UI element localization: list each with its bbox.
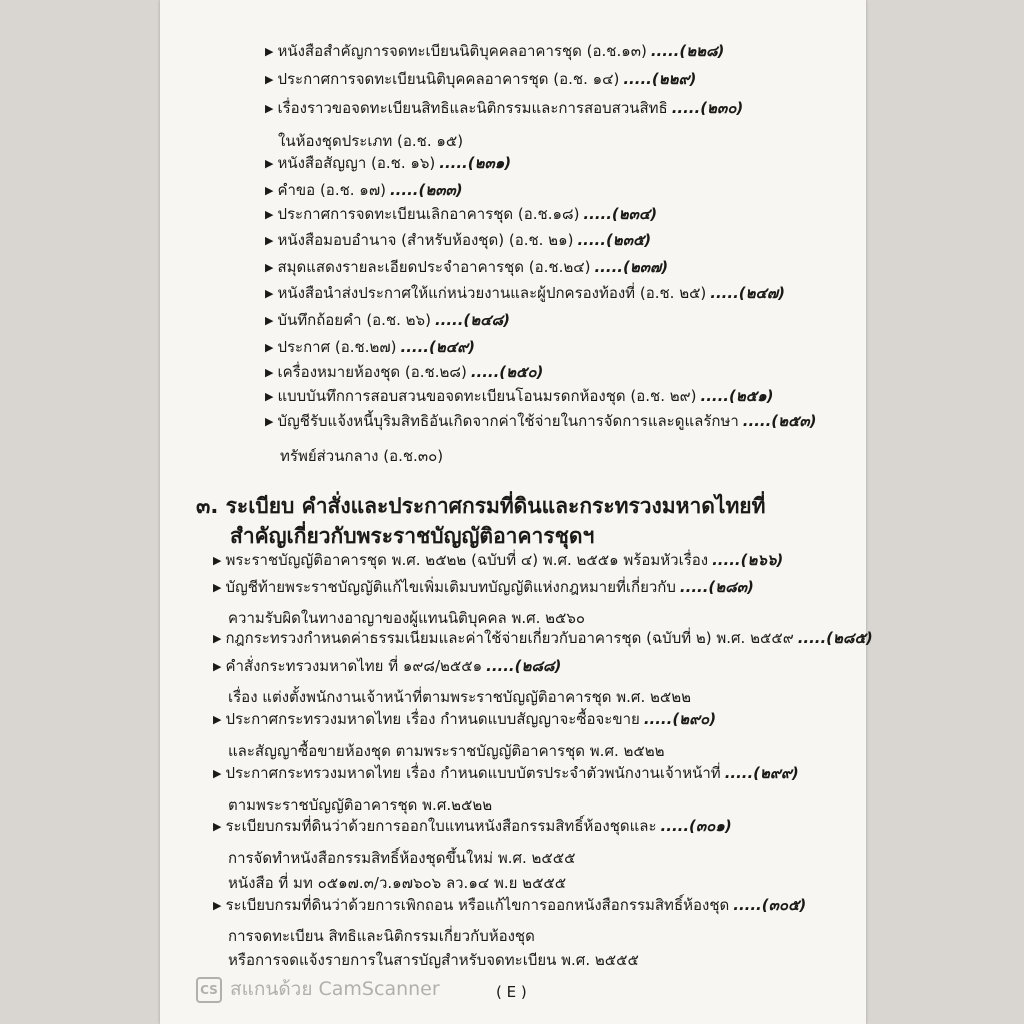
entry-text: ประกาศกระทรวงมหาดไทย เรื่อง กำหนดแบบสัญญาจะซื้อจะขาย: [225, 710, 640, 728]
entry-text: หนังสือสำคัญการจดทะเบียนนิติบุคคลอาคารชุด (อ.ช.๑๓): [277, 42, 647, 60]
toc-entry: [265, 389, 773, 404]
entry-page: .....(๓๐๑): [660, 817, 732, 835]
entry-text: หนังสือมอบอำนาจ (สำหรับห้องชุด) (อ.ช. ๒๑): [277, 231, 574, 249]
entry-page: .....(๒๔๗): [710, 284, 786, 302]
entry-page: .....(๒๔๘): [434, 311, 510, 329]
toc-entry: [213, 553, 783, 568]
entry-continuation: การจัดทำหนังสือกรรมสิทธิ์ห้องชุดขึ้นใหม่ พ.ศ. ๒๕๕๕: [228, 849, 576, 867]
triangle-bullet-icon: ▶: [213, 660, 222, 673]
camscanner-watermark: [196, 974, 440, 1004]
toc-entry: [213, 659, 561, 674]
entry-page: .....(๒๕๑): [700, 387, 774, 405]
triangle-bullet-icon: ▶: [213, 899, 222, 912]
entry-page: .....(๓๐๕): [733, 896, 807, 914]
entry-page: .....(๒๘๓): [679, 578, 754, 596]
entry-text: แบบบันทึกการสอบสวนขอจดทะเบียนโอนมรดกห้องชุด (อ.ช. ๒๙): [277, 387, 697, 405]
toc-entry: [265, 365, 543, 380]
entry-page: .....(๒๓๗): [594, 258, 669, 276]
entry-continuation: ทรัพย์ส่วนกลาง (อ.ช.๓๐): [280, 447, 444, 465]
section-heading: สำคัญเกี่ยวกับพระราชบัญญัติอาคารชุดฯ: [230, 524, 595, 548]
entry-page: .....(๒๕๓): [742, 412, 817, 430]
entry-text: เครื่องหมายห้องชุด (อ.ช.๒๘): [277, 363, 467, 381]
entry-text: หนังสือสัญญา (อ.ช. ๑๖): [277, 154, 436, 172]
entry-page: .....(๒๖๖): [712, 551, 784, 569]
entry-continuation: และสัญญาซื้อขายห้องชุด ตามพระราชบัญญัติอาคารชุด พ.ศ. ๒๕๒๒: [228, 742, 665, 760]
triangle-bullet-icon: ▶: [265, 157, 274, 170]
toc-entry: [265, 156, 511, 171]
entry-page: .....(๒๓๓): [389, 181, 463, 199]
entry-text: หนังสือนำส่งประกาศให้แก่หน่วยงานและผู้ปกครองท้องที่ (อ.ช. ๒๕): [277, 284, 707, 302]
entry-page: .....(๒๙๐): [643, 710, 717, 728]
triangle-bullet-icon: ▶: [265, 261, 274, 274]
entry-text: ประกาศ (อ.ช.๒๗): [277, 338, 397, 356]
triangle-bullet-icon: ▶: [265, 45, 274, 58]
triangle-bullet-icon: ▶: [213, 820, 222, 833]
watermark-text: สแกนด้วย CamScanner: [230, 978, 440, 1000]
entry-text: ระเบียบกรมที่ดินว่าด้วยการเพิกถอน หรือแก้ไขการออกหนังสือกรรมสิทธิ์ห้องชุด: [225, 896, 730, 914]
entry-continuation: เรื่อง แต่งตั้งพนักงานเจ้าหน้าที่ตามพระราชบัญญัติอาคารชุด พ.ศ. ๒๕๒๒: [228, 688, 692, 706]
entry-continuation: หรือการจดแจ้งรายการในสารบัญสำหรับจดทะเบียน พ.ศ. ๒๕๕๕: [228, 951, 639, 969]
entry-text: ประกาศการจดทะเบียนเลิกอาคารชุด (อ.ช.๑๘): [277, 205, 580, 223]
triangle-bullet-icon: ▶: [265, 234, 274, 247]
entry-page: .....(๒๓๔): [583, 205, 658, 223]
triangle-bullet-icon: ▶: [265, 390, 274, 403]
entry-page: .....(๒๓๑): [439, 154, 512, 172]
entry-text: ประกาศการจดทะเบียนนิติบุคคลอาคารชุด (อ.ช. ๑๔): [277, 70, 620, 88]
triangle-bullet-icon: ▶: [213, 632, 222, 645]
entry-continuation: ความรับผิดในทางอาญาของผู้แทนนิติบุคคล พ.ศ. ๒๕๖๐: [228, 609, 586, 627]
page-number: ( E ): [496, 983, 527, 1001]
entry-page: .....(๒๘๘): [486, 657, 562, 675]
triangle-bullet-icon: ▶: [213, 767, 222, 780]
toc-entry: [213, 580, 754, 595]
toc-entry: [213, 819, 732, 834]
triangle-bullet-icon: ▶: [265, 184, 274, 197]
entry-text: คำสั่งกระทรวงมหาดไทย ที่ ๑๙๘/๒๕๕๑: [225, 657, 483, 675]
entry-page: .....(๒๓๕): [577, 231, 652, 249]
entry-page: .....(๒๒๘): [650, 42, 725, 60]
entry-text: บัญชีรับแจ้งหนี้บุริมสิทธิอันเกิดจากค่าใช้จ่ายในการจัดการและดูแลรักษา: [277, 412, 739, 430]
toc-entry: [265, 101, 743, 116]
toc-entry: [213, 712, 716, 727]
toc-entry: [265, 260, 668, 275]
toc-entry: [265, 207, 657, 222]
entry-continuation: ในห้องชุดประเภท (อ.ช. ๑๕): [278, 132, 464, 150]
triangle-bullet-icon: ▶: [213, 554, 222, 567]
entry-page: .....(๒๔๙): [400, 338, 475, 356]
toc-entry: [265, 340, 475, 355]
triangle-bullet-icon: ▶: [265, 341, 274, 354]
toc-entry: [265, 313, 510, 328]
triangle-bullet-icon: ▶: [265, 314, 274, 327]
entry-page: .....(๒๕๐): [470, 363, 544, 381]
entry-page: .....(๒๓๐): [671, 99, 744, 117]
toc-entry: [265, 44, 724, 59]
toc-entry: [265, 183, 463, 198]
entry-text: พระราชบัญญัติอาคารชุด พ.ศ. ๒๕๒๒ (ฉบับที่ ๔) พ.ศ. ๒๕๕๑ พร้อมหัวเรื่อง: [225, 551, 709, 569]
section-heading: ๓. ระเบียบ คำสั่งและประกาศกรมที่ดินและกระทรวงมหาดไทยที่: [196, 494, 766, 518]
entry-text: บัญชีท้ายพระราชบัญญัติแก้ไขเพิ่มเติมบทบัญญัติแห่งกฎหมายที่เกี่ยวกับ: [225, 578, 676, 596]
triangle-bullet-icon: ▶: [265, 287, 274, 300]
triangle-bullet-icon: ▶: [265, 102, 274, 115]
entry-text: คำขอ (อ.ช. ๑๗): [277, 181, 386, 199]
entry-page: .....(๒๒๙): [623, 70, 697, 88]
toc-entry: [265, 72, 696, 87]
toc-entry: [213, 766, 799, 781]
entry-page: .....(๒๙๙): [724, 764, 799, 782]
entry-text: บันทึกถ้อยคำ (อ.ช. ๒๖): [277, 311, 431, 329]
entry-text: เรื่องราวขอจดทะเบียนสิทธิและนิติกรรมและการสอบสวนสิทธิ: [277, 99, 668, 117]
toc-entry: [265, 286, 785, 301]
triangle-bullet-icon: ▶: [265, 73, 274, 86]
triangle-bullet-icon: ▶: [213, 581, 222, 594]
triangle-bullet-icon: ▶: [265, 366, 274, 379]
triangle-bullet-icon: ▶: [265, 415, 274, 428]
toc-entry: [213, 631, 873, 646]
entry-page: .....(๒๘๕): [797, 629, 873, 647]
entry-text: กฎกระทรวงกำหนดค่าธรรมเนียมและค่าใช้จ่ายเกี่ยวกับอาคารชุด (ฉบับที่ ๒) พ.ศ. ๒๕๕๙: [225, 629, 794, 647]
entry-text: ประกาศกระทรวงมหาดไทย เรื่อง กำหนดแบบบัตรประจำตัวพนักงานเจ้าหน้าที่: [225, 764, 721, 782]
toc-entry: [265, 414, 817, 429]
triangle-bullet-icon: ▶: [213, 713, 222, 726]
entry-text: สมุดแสดงรายละเอียดประจำอาคารชุด (อ.ช.๒๔): [277, 258, 591, 276]
entry-text: ระเบียบกรมที่ดินว่าด้วยการออกใบแทนหนังสือกรรมสิทธิ์ห้องชุดและ: [225, 817, 657, 835]
toc-entry: [265, 233, 651, 248]
triangle-bullet-icon: ▶: [265, 208, 274, 221]
toc-entry: [213, 898, 806, 913]
entry-continuation: หนังสือ ที่ มท ๐๕๑๗.๓/ว.๑๗๖๐๖ ลว.๑๔ พ.ย ๒๕๕๕: [228, 874, 567, 892]
camscanner-logo-icon: CS: [196, 977, 222, 1003]
entry-continuation: ตามพระราชบัญญัติอาคารชุด พ.ศ.๒๕๒๒: [228, 796, 493, 814]
entry-continuation: การจดทะเบียน สิทธิและนิติกรรมเกี่ยวกับห้องชุด: [228, 927, 535, 945]
